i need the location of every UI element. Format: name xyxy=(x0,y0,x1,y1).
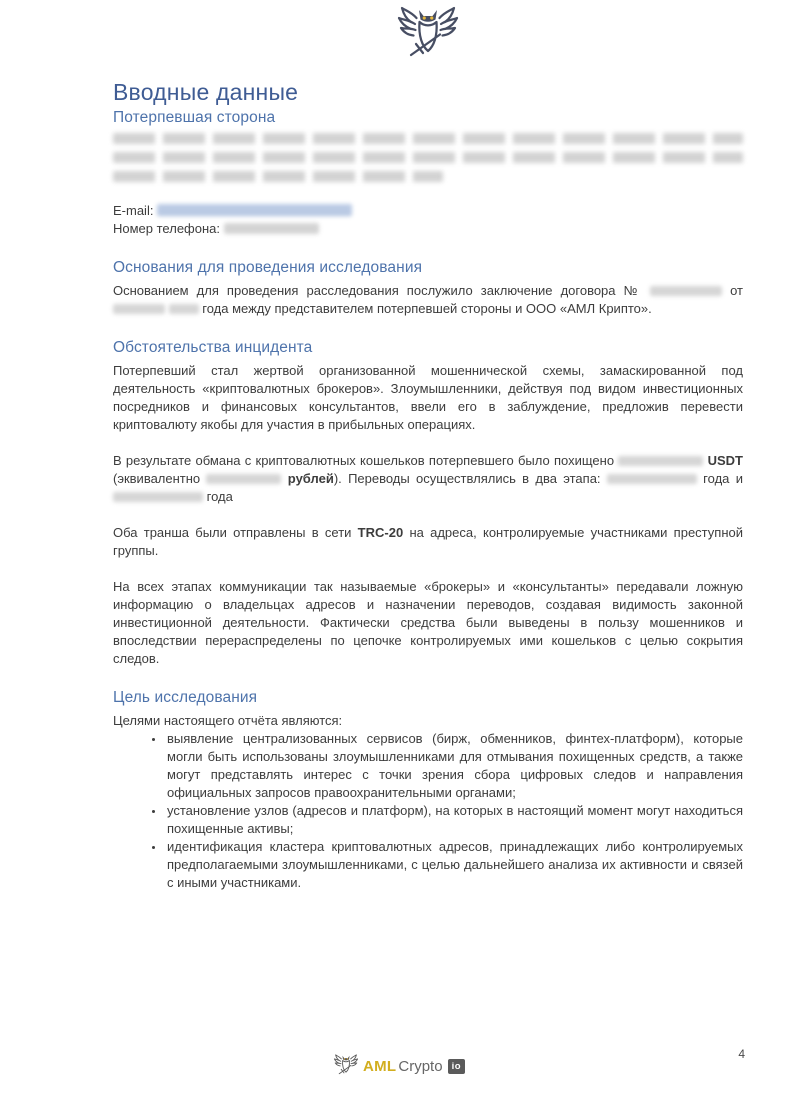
grounds-text: года между представителем потерпевшей стороны и ООО «АМЛ Крипто». xyxy=(202,301,652,316)
brand-aml-text: AML xyxy=(362,1058,397,1075)
redacted-text-line xyxy=(113,133,743,144)
goal-bullet-item: • установление узлов (адресов и платформ), на которых в настоящий момент могут находиться похищенные активы; xyxy=(165,802,743,838)
page-title: Вводные данные xyxy=(113,79,299,105)
redacted-contract-number xyxy=(650,286,722,296)
incident-text: В результате обмана с криптовалютных кошельков потерпевшего было похищено xyxy=(113,453,615,468)
usdt-ticker: USDT xyxy=(707,453,743,468)
incident-paragraph-1: Потерпевший стал жертвой организованной мошеннической схемы, замаскированной под деятельность «криптовалютных брокеров». Злоумышленники, действуя под видом инвестиционных посредников и финансовых консультантов, ввели его в заблуждение, предложив перевести криптовалюту якобы для участия в прибыльных операциях. xyxy=(113,363,743,432)
redacted-rub-amount xyxy=(206,474,281,484)
incident-text: года и xyxy=(703,471,743,486)
redacted-text-line xyxy=(113,152,743,163)
redacted-phone-value xyxy=(224,223,319,234)
grounds-text: Основанием для проведения расследования послужило заключение договора № xyxy=(113,283,642,298)
io-badge: io xyxy=(448,1059,465,1074)
incident-text: на адреса, контролируемые участниками преступной группы. xyxy=(113,525,743,558)
brand-crypto-text: Crypto xyxy=(398,1058,443,1075)
grounds-text: от xyxy=(730,283,743,298)
trc20-network: TRC-20 xyxy=(357,525,404,540)
incident-section-heading: Обстоятельства инцидента xyxy=(113,339,313,356)
redacted-date xyxy=(113,492,203,502)
redacted-email-link[interactable] xyxy=(157,204,352,216)
incident-paragraph-2 xyxy=(113,452,743,506)
goal-section-heading: Цель исследования xyxy=(113,689,258,706)
email-row xyxy=(113,202,743,220)
incident-text: года xyxy=(206,489,233,504)
phone-label: Номер телефона: xyxy=(113,221,220,236)
incident-paragraph-3 xyxy=(113,524,743,560)
goal-bullet-item: • выявление централизованных сервисов (бирж, обменников, финтех-платформ), которые могли быть использованы злоумышленниками для отмывания похищенных средств, а также могут представлять интерес с точки зрения сбора цифровых следов и направления официальных запросов правоохранительными органами; xyxy=(165,730,743,802)
owl-shield-sword-logo-icon xyxy=(392,6,464,68)
header-logo-wrap xyxy=(113,0,743,70)
incident-text: Оба транша были отправлены в сети xyxy=(113,525,352,540)
page-number: 4 xyxy=(738,1047,745,1061)
redacted-date xyxy=(607,474,697,484)
incident-paragraph-4: На всех этапах коммуникации так называемые «брокеры» и «консультанты» передавали ложную информацию о владельцах адресов и назначении переводов, создавая видимость законной инвестиционной деятельности. Фактически средства были выведены в пользу мошенников и впоследствии перераспределены по цепочке контролируемых ими кошельков с целью сокрытия следов. xyxy=(113,579,743,666)
incident-text: (эквивалентно xyxy=(113,471,201,486)
victim-section-heading: Потерпевшая сторона xyxy=(113,109,276,126)
grounds-paragraph xyxy=(113,282,743,318)
page-content xyxy=(113,0,743,910)
redacted-text-line xyxy=(113,171,443,182)
goal-bullet-item: • идентификация кластера криптовалютных адресов, принадлежащих либо контролируемых предполагаемыми злоумышленниками, с целью дальнейшего анализа их активности и связей с иными участниками. xyxy=(165,838,743,892)
grounds-section-heading: Основания для проведения исследования xyxy=(113,259,423,276)
rub-word: рублей xyxy=(287,471,334,486)
goal-intro: Целями настоящего отчёта являются: xyxy=(113,713,343,728)
owl-logo-icon xyxy=(332,1054,360,1079)
redacted-date xyxy=(169,304,199,314)
redacted-date xyxy=(113,304,165,314)
incident-text: ). Переводы осуществлялись в два этапа: xyxy=(333,471,601,486)
redacted-amount xyxy=(618,456,703,466)
phone-row xyxy=(113,220,743,238)
redacted-victim-details xyxy=(113,133,743,182)
aml-crypto-footer-logo xyxy=(0,1054,797,1079)
goal-bullet-list xyxy=(113,730,743,892)
email-label: E-mail: xyxy=(113,203,154,218)
